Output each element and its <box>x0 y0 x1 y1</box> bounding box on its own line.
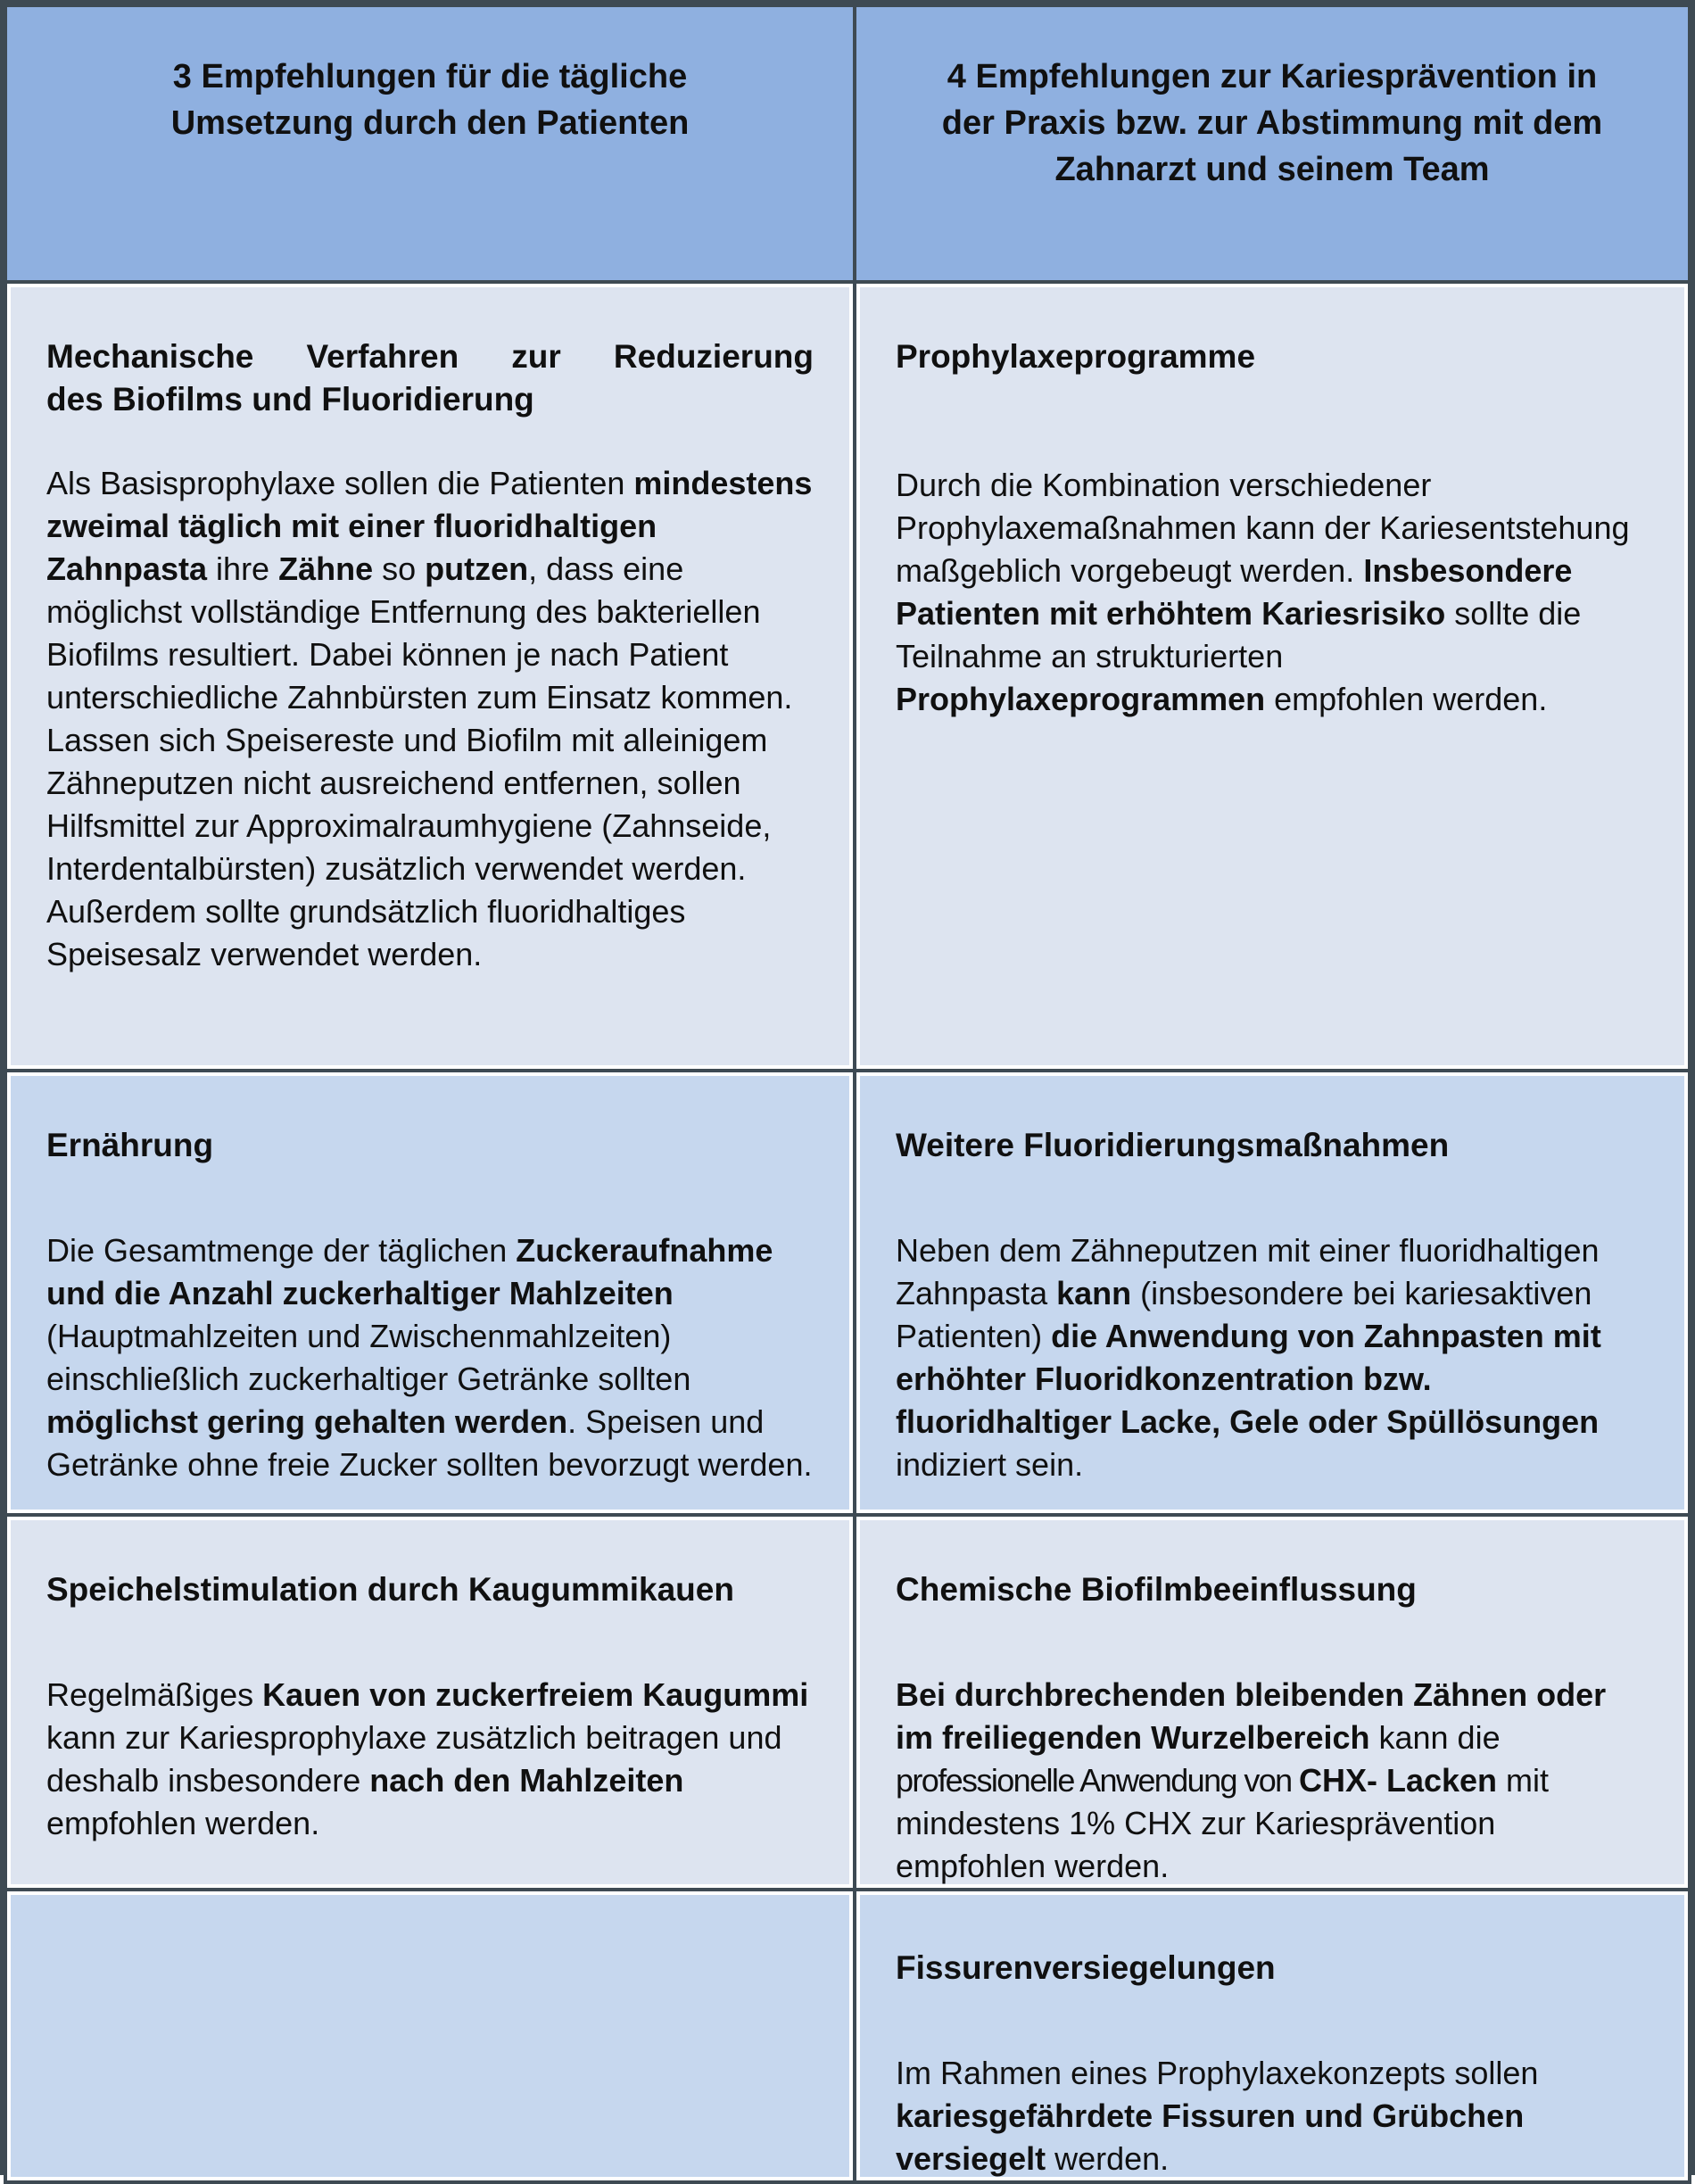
table-row <box>5 1890 1690 2182</box>
text-line: Zahnarzt und seinem Team <box>1054 151 1490 188</box>
plain-text: (insbesondere bei kariesaktiven Patienten) <box>896 1275 1592 1354</box>
header-cell-practice <box>855 5 1690 282</box>
plain-text: kann die <box>1378 1719 1501 1756</box>
cell-fluoridation-measures <box>855 1071 1690 1515</box>
emphasis-text: putzen <box>425 550 529 587</box>
cell-body-text <box>46 462 814 976</box>
header-cell-patient <box>5 5 855 282</box>
cell-body-text <box>896 1674 1649 1888</box>
text-line: Weitere Fluoridierungsmaßnahmen <box>896 1127 1450 1163</box>
emphasis-text: Kauen von zuckerfreiem Kaugummi <box>262 1676 809 1713</box>
plain-text: Als Basisprophylaxe sollen die Patienten <box>46 465 634 501</box>
plain-text: empfohlen werden. <box>46 1805 320 1841</box>
text-line: Mechanische Verfahren zur Reduzierung <box>46 338 814 375</box>
emphasis-text: kariesgefährdete Fissuren und Grübchen versiegelt <box>896 2097 1525 2177</box>
header-title-practice <box>881 54 1663 193</box>
text-line: Fissurenversiegelungen <box>896 1949 1276 1986</box>
header-title-patient <box>32 54 828 146</box>
plain-text: Neben dem Zähneputzen mit einer fluoridhaltigen Zahnpasta <box>896 1232 1600 1311</box>
cell-body-text <box>46 1229 814 1486</box>
cell-body-text <box>896 1229 1649 1486</box>
plain-text: mit mindestens 1% CHX zur Kariesprävention empfohlen werden. <box>896 1762 1550 1884</box>
plain-text: (Hauptmahlzeiten und Zwischenmahlzeiten) einschließlich zuckerhaltiger Getränke sollten <box>46 1318 691 1397</box>
cell-body-text <box>896 464 1649 721</box>
plain-text: indiziert sein. <box>896 1446 1084 1483</box>
table-row <box>5 1515 1690 1890</box>
emphasis-text: möglichst gering gehalten werden <box>46 1403 568 1440</box>
plain-text: Durch die Kombination verschiedener Prophylaxemaßnahmen kann der Kariesentstehung maßgeblich vorgebeugt werden. <box>896 467 1630 589</box>
emphasis-text: nach den Mahlzeiten <box>369 1762 684 1799</box>
text-line: Ernährung <box>46 1127 214 1163</box>
text-line: Umsetzung durch den Patienten <box>170 104 690 142</box>
text-line: der Praxis bzw. zur Abstimmung mit dem <box>941 104 1603 142</box>
emphasis-text: Bei durchbrechenden bleibenden Zähnen oder im freiliegenden Wurzelbereich <box>896 1676 1607 1756</box>
plain-text: sollte die Teilnahme an strukturierten <box>896 595 1582 674</box>
emphasis-text: Zähne <box>278 550 383 587</box>
cell-nutrition <box>5 1071 855 1515</box>
emphasis-text: die Anwendung von Zahnpasten mit erhöhter Fluoridkonzentration bzw. fluoridhaltiger Lacke, Gele oder Spüllösungen <box>896 1318 1601 1440</box>
cell-mechanical-methods <box>5 282 855 1071</box>
plain-text: , dass eine möglichst vollständige Entfernung des bakteriellen Biofilms resultiert. Dabei können je nach Patient unterschiedliche Zahnbürsten zum Einsatz kommen. Lassen sich Speisereste und Biofilm mit alleinigem Zähneputzen nicht ausreichend entfernen, sollen Hilfsmittel zur Approximalraumhygiene (Zahnseide, Interdentalbürsten) zusätzlich verwendet werden. Außerdem sollte grundsätzlich fluoridhaltiges Speisesalz verwendet werden. <box>46 550 793 972</box>
plain-text: so <box>382 550 426 587</box>
emphasis-text: mindestens zweimal täglich mit einer fluoridhaltigen Zahnpasta <box>46 465 813 587</box>
cell-chemical-biofilm <box>855 1515 1690 1890</box>
cell-empty <box>5 1890 855 2182</box>
text-line: 4 Empfehlungen zur Kariesprävention in <box>947 58 1598 95</box>
cell-heading <box>46 335 814 421</box>
cell-heading <box>46 1568 814 1611</box>
plain-text: ihre <box>216 550 279 587</box>
cell-fissure-sealing <box>855 1890 1690 2182</box>
cell-heading <box>896 1568 1649 1611</box>
emphasis-text: Prophylaxeprogrammen <box>896 681 1275 717</box>
plain-text: professionelle Anwendung von <box>896 1762 1299 1799</box>
plain-text: kann zur Kariesprophylaxe zusätzlich beitragen und deshalb insbesondere <box>46 1719 782 1799</box>
emphasis-text: Insbesondere Patienten mit erhöhtem Kariesrisiko <box>896 552 1573 632</box>
cell-heading <box>896 335 1649 378</box>
plain-text: empfohlen werden. <box>1274 681 1548 717</box>
cell-heading <box>896 1947 1649 1990</box>
text-line: Prophylaxeprogramme <box>896 338 1256 375</box>
text-line: Speichelstimulation durch Kaugummikauen <box>46 1571 734 1608</box>
emphasis-text: Zuckeraufnahme und die Anzahl zuckerhaltiger Mahlzeiten <box>46 1232 773 1311</box>
plain-text: Im Rahmen eines Prophylaxekonzepts sollen <box>896 2055 1539 2091</box>
cell-heading <box>896 1124 1649 1167</box>
plain-text: . Speisen und Getränke ohne freie Zucker sollten bevorzugt werden. <box>46 1403 813 1483</box>
cell-saliva-stimulation <box>5 1515 855 1890</box>
table-row <box>5 1071 1690 1515</box>
text-line: 3 Empfehlungen für die tägliche <box>172 58 688 95</box>
emphasis-text: kann <box>1056 1275 1141 1311</box>
plain-text: werden. <box>1054 2140 1170 2177</box>
plain-text: Regelmäßiges <box>46 1676 263 1713</box>
table-row <box>5 282 1690 1071</box>
cell-heading <box>46 1124 814 1167</box>
header-row <box>5 5 1690 282</box>
cell-prophylaxis-programs <box>855 282 1690 1071</box>
cell-body-text <box>46 1674 814 1845</box>
text-line: des Biofilms und Fluoridierung <box>46 381 534 418</box>
caries-prevention-table <box>4 4 1691 2184</box>
plain-text: Die Gesamtmenge der täglichen <box>46 1232 517 1269</box>
text-line: Chemische Biofilmbeeinflussung <box>896 1571 1417 1608</box>
cell-body-text <box>896 2052 1649 2180</box>
emphasis-text: CHX- Lacken <box>1298 1762 1507 1799</box>
